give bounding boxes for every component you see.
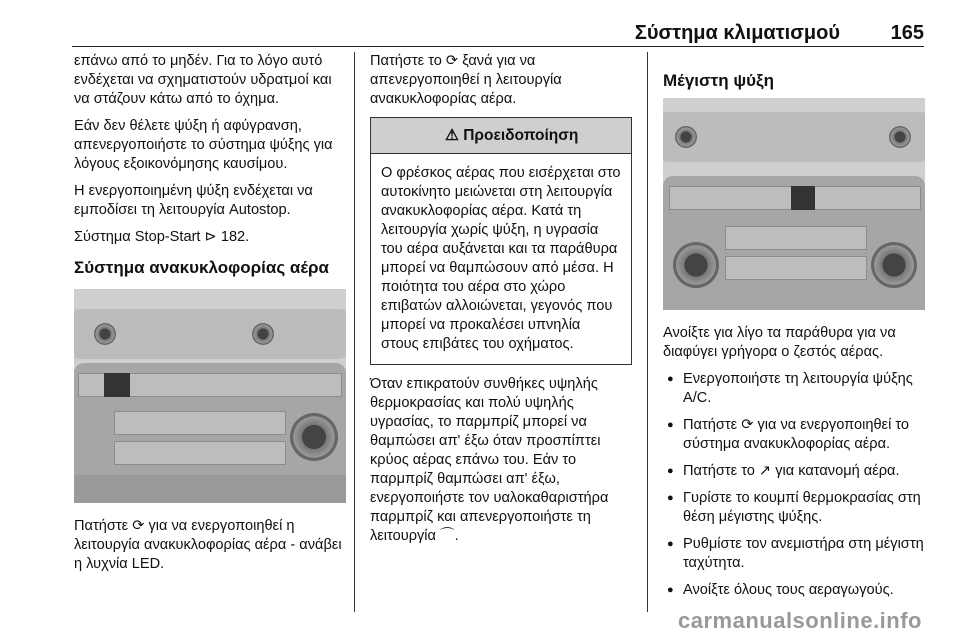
watermark: carmanualsonline.info — [678, 608, 922, 633]
recirculation-button-highlight — [104, 373, 130, 397]
warning-text: Ο φρέσκος αέρας που εισέρχεται στο αυτοκίνητο μειώνεται στη λειτουργία ανακυκλοφορίας αέρα. Κατά τη λειτουργία χωρίς ψύξη, η υγρασία του αέρα αυξάνεται και τα παράθυρα μπορεί να θαμπώσουν από μέσα. Η ποιότητα του αέρα στο χώρο επιβατών αλλοιώνεται, γεγονός που μπορεί να προκαλέσει υπνηλία στους επιβάτες του οχήματος. — [381, 165, 621, 352]
paragraph: Πατήστε ⟳ για να ενεργοποιηθεί η λειτουργία ανακυκλοφορίας αέρα - ανάβει η λυχνία LED. — [74, 518, 342, 572]
list-item: ● Πατήστε το ↗ για κατανομή αέρα. — [663, 462, 925, 481]
cross-reference: Σύστημα Stop-Start ⊳ 182. — [74, 229, 250, 245]
list-item: ● Γυρίστε το κουμπί θερμοκρασίας στη θέση μέγιστης ψύξης. — [663, 489, 925, 527]
warning-icon: ⚠ — [445, 127, 459, 144]
paragraph: επάνω από το μηδέν. Για το λόγο αυτό ενδέχεται να σχηματιστούν υδρατμοί και να στάζουν κάτω από το όχημα. — [74, 53, 332, 107]
section-heading: Μέγιστη ψύξη — [663, 71, 774, 90]
paragraph: Πατήστε το ⟳ ξανά για να απενεργοποιηθεί η λειτουργία ανακυκλοφορίας αέρα. — [370, 53, 562, 107]
list-item: ● Ανοίξτε όλους τους αεραγωγούς. — [663, 581, 925, 600]
paragraph: Ανοίξτε για λίγο τα παράθυρα για να διαφύγει γρήγορα ο ζεστός αέρας. — [663, 325, 896, 360]
recirculation-button-highlight — [791, 186, 815, 210]
paragraph: Εάν δεν θέλετε ψύξη ή αφύγρανση, απενεργοποιήστε το σύστημα ψύξης για λόγους εξοικονόμησης καυσίμου. — [74, 118, 333, 172]
paragraph: Όταν επικρατούν συνθήκες υψηλής θερμοκρασίας και πολύ υψηλής υγρασίας, το παρμπρίζ μπορεί να θαμπώσει απ' έξω όταν προσπίπτει κρύος αέρας επάνω του. Εάν το παρμπρίζ θαμπώσει απ' έξω, ενεργοποιήστε τον υαλοκαθαριστήρα παρμπρίζ και απενεργοποιήστε τη λειτουργία ⌒. — [370, 376, 609, 544]
warning-box — [370, 117, 632, 365]
paragraph: Η ενεργοποιημένη ψύξη ενδέχεται να εμποδίσει τη λειτουργία Autostop. — [74, 183, 313, 218]
climate-panel-image — [663, 98, 925, 310]
warning-header — [371, 118, 631, 154]
section-title: Σύστημα κλιματισμού — [634, 22, 840, 44]
instruction-list — [663, 370, 925, 600]
column-right — [663, 52, 925, 608]
column-divider — [647, 52, 648, 612]
list-item: ● Πατήστε ⟳ για να ενεργοποιηθεί το σύστημα ανακυκλοφορίας αέρα. — [663, 416, 925, 454]
list-item: ● Ενεργοποιήστε τη λειτουργία ψύξης A/C. — [663, 370, 925, 408]
page-number: 165 — [890, 22, 924, 44]
page-header — [72, 0, 924, 47]
column-left — [74, 52, 346, 582]
column-middle — [370, 52, 632, 554]
climate-panel-image — [74, 289, 346, 503]
warning-title: Προειδοποίηση — [463, 127, 579, 144]
column-divider — [354, 52, 355, 612]
list-item: ● Ρυθμίστε τον ανεμιστήρα στη μέγιστη ταχύτητα. — [663, 535, 925, 573]
section-heading: Σύστημα ανακυκλοφορίας αέρα — [74, 258, 329, 277]
